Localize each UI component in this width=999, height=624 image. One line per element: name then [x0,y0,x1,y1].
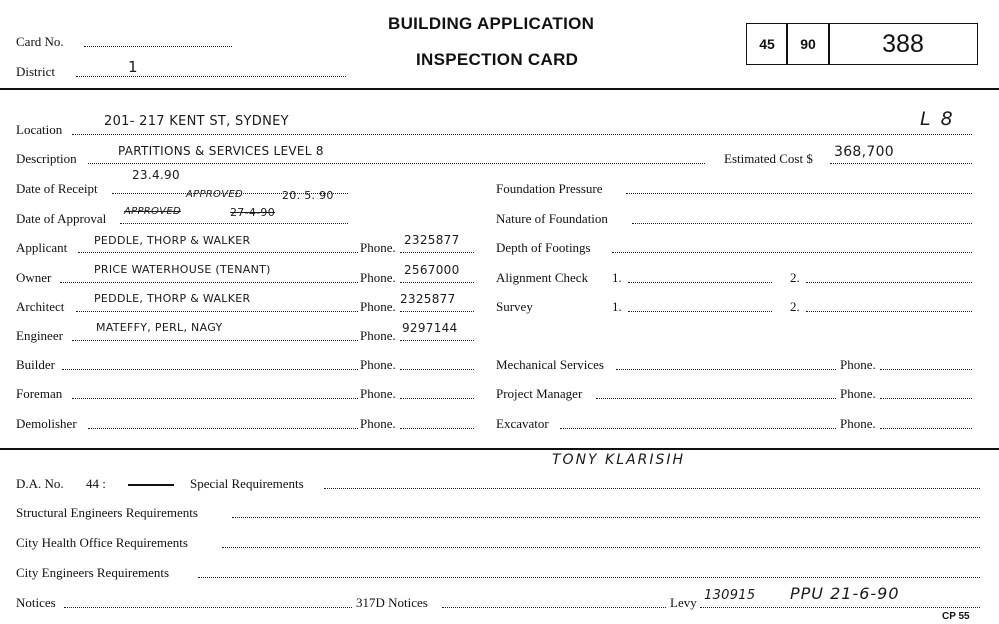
excavator-phone-field[interactable] [880,428,972,429]
city-engineers-requirements-field[interactable] [198,577,980,578]
levy-label: Levy [670,595,697,610]
project-manager-field[interactable] [596,398,836,399]
owner-field[interactable] [60,282,358,283]
date-of-approval-field[interactable] [120,223,348,224]
demolisher-label: Demolisher [16,416,77,431]
builder-phone-label: Phone. [360,357,396,372]
alignment-check-1-label: 1. [612,270,622,285]
owner-phone-label: Phone. [360,270,396,285]
form-code: CP 55 [942,611,970,622]
builder-label: Builder [16,357,55,372]
demolisher-phone-field[interactable] [400,428,474,429]
date-of-receipt-label: Date of Receipt [16,181,98,196]
city-engineers-requirements-label: City Engineers Requirements [16,565,170,580]
approval-struck-text: APPROVED [124,206,181,217]
architect-phone-field[interactable] [400,311,474,312]
district-value: 1 [128,58,138,76]
survey-1-label: 1. [612,299,622,314]
engineer-label: Engineer [16,328,63,343]
mechanical-services-phone-label: Phone. [840,357,876,372]
da-no-dash [128,484,174,486]
excavator-field[interactable] [560,428,836,429]
owner-value: PRICE WATERHOUSE (TENANT) [94,263,271,276]
district-label: District [16,64,55,79]
special-requirements-label: Special Requirements [190,476,304,491]
builder-field[interactable] [62,369,358,370]
owner-label: Owner [16,270,52,285]
title-line-2: INSPECTION CARD [416,50,579,69]
engineer-field[interactable] [72,340,358,341]
description-field[interactable] [88,163,705,164]
notices-317d-label: 317D Notices [356,595,428,610]
architect-phone-value: 2325877 [400,292,456,306]
card-no-label: Card No. [16,34,64,49]
architect-field[interactable] [76,311,358,312]
engineer-phone-label: Phone. [360,328,396,343]
levy-value: 130915 [704,588,756,603]
project-manager-label: Project Manager [496,386,583,401]
nature-of-foundation-field[interactable] [632,223,972,224]
inspector-name: TONY KLARISIH [552,452,686,468]
applicant-phone-label: Phone. [360,240,396,255]
owner-phone-value: 2567000 [404,263,460,277]
foreman-label: Foreman [16,386,63,401]
applicant-value: PEDDLE, THORP & WALKER [94,234,251,247]
approval-struck-date: 27-4-90 [230,206,276,219]
header-divider [0,88,999,90]
card-code-box-1: 45 [746,23,788,65]
survey-1-field[interactable] [628,311,772,312]
applicant-field[interactable] [78,252,358,253]
builder-phone-field[interactable] [400,369,474,370]
card-code-box-3: 388 [828,23,978,65]
excavator-label: Excavator [496,416,549,431]
title-line-1: BUILDING APPLICATION [388,14,595,33]
applicant-phone-value: 2325877 [404,233,460,247]
architect-phone-label: Phone. [360,299,396,314]
date-of-receipt-value: 23.4.90 [132,168,180,182]
alignment-check-2-field[interactable] [806,282,972,283]
depth-of-footings-label: Depth of Footings [496,240,591,255]
owner-phone-field[interactable] [400,282,474,283]
alignment-check-2-label: 2. [790,270,800,285]
corner-note: L 8 [920,108,955,130]
levy-field[interactable] [700,607,980,608]
alignment-check-label: Alignment Check [496,270,589,285]
architect-label: Architect [16,299,65,314]
excavator-phone-label: Phone. [840,416,876,431]
estimated-cost-value: 368,700 [834,144,894,160]
description-label: Description [16,151,77,166]
structural-requirements-field[interactable] [232,517,980,518]
foundation-pressure-label: Foundation Pressure [496,181,603,196]
location-field[interactable] [72,134,972,135]
engineer-phone-value: 9297144 [402,321,458,335]
special-requirements-field[interactable] [324,488,980,489]
approved-note: APPROVED [186,189,243,200]
card-code-box-2: 90 [786,23,830,65]
health-requirements-field[interactable] [222,547,980,548]
levy-note: PPU 21-6-90 [790,584,900,603]
notices-label: Notices [16,595,56,610]
architect-value: PEDDLE, THORP & WALKER [94,292,251,305]
district-field[interactable] [76,76,346,77]
alignment-check-1-field[interactable] [628,282,772,283]
foreman-phone-label: Phone. [360,386,396,401]
structural-requirements-label: Structural Engineers Requirements [16,505,198,520]
da-no-label: D.A. No. [16,476,64,491]
engineer-value: MATEFFY, PERL, NAGY [96,321,223,334]
description-value: PARTITIONS & SERVICES LEVEL 8 [118,144,324,158]
survey-label: Survey [496,299,533,314]
project-manager-phone-field[interactable] [880,398,972,399]
location-label: Location [16,122,63,137]
foundation-pressure-field[interactable] [626,193,972,194]
survey-2-field[interactable] [806,311,972,312]
health-requirements-label: City Health Office Requirements [16,535,188,550]
engineer-phone-field[interactable] [400,340,474,341]
mechanical-services-label: Mechanical Services [496,357,604,372]
depth-of-footings-field[interactable] [612,252,972,253]
estimated-cost-label: Estimated Cost $ [724,151,813,166]
survey-2-label: 2. [790,299,800,314]
notices-field[interactable] [64,607,352,608]
mechanical-services-phone-field[interactable] [880,369,972,370]
da-no-value: 44 : [86,476,106,491]
demolisher-field[interactable] [88,428,358,429]
mechanical-services-field[interactable] [616,369,836,370]
project-manager-phone-label: Phone. [840,386,876,401]
foreman-phone-field[interactable] [400,398,474,399]
date-of-approval-label: Date of Approval [16,211,107,226]
notices-317d-field[interactable] [442,607,666,608]
approved-date: 20. 5. 90 [282,189,334,202]
nature-of-foundation-label: Nature of Foundation [496,211,608,226]
demolisher-phone-label: Phone. [360,416,396,431]
applicant-label: Applicant [16,240,68,255]
foreman-field[interactable] [72,398,358,399]
applicant-phone-field[interactable] [400,252,474,253]
bottom-divider [0,448,999,450]
card-no-field[interactable] [84,46,232,47]
estimated-cost-field[interactable] [830,163,972,164]
location-value: 201- 217 KENT ST, SYDNEY [104,114,289,129]
